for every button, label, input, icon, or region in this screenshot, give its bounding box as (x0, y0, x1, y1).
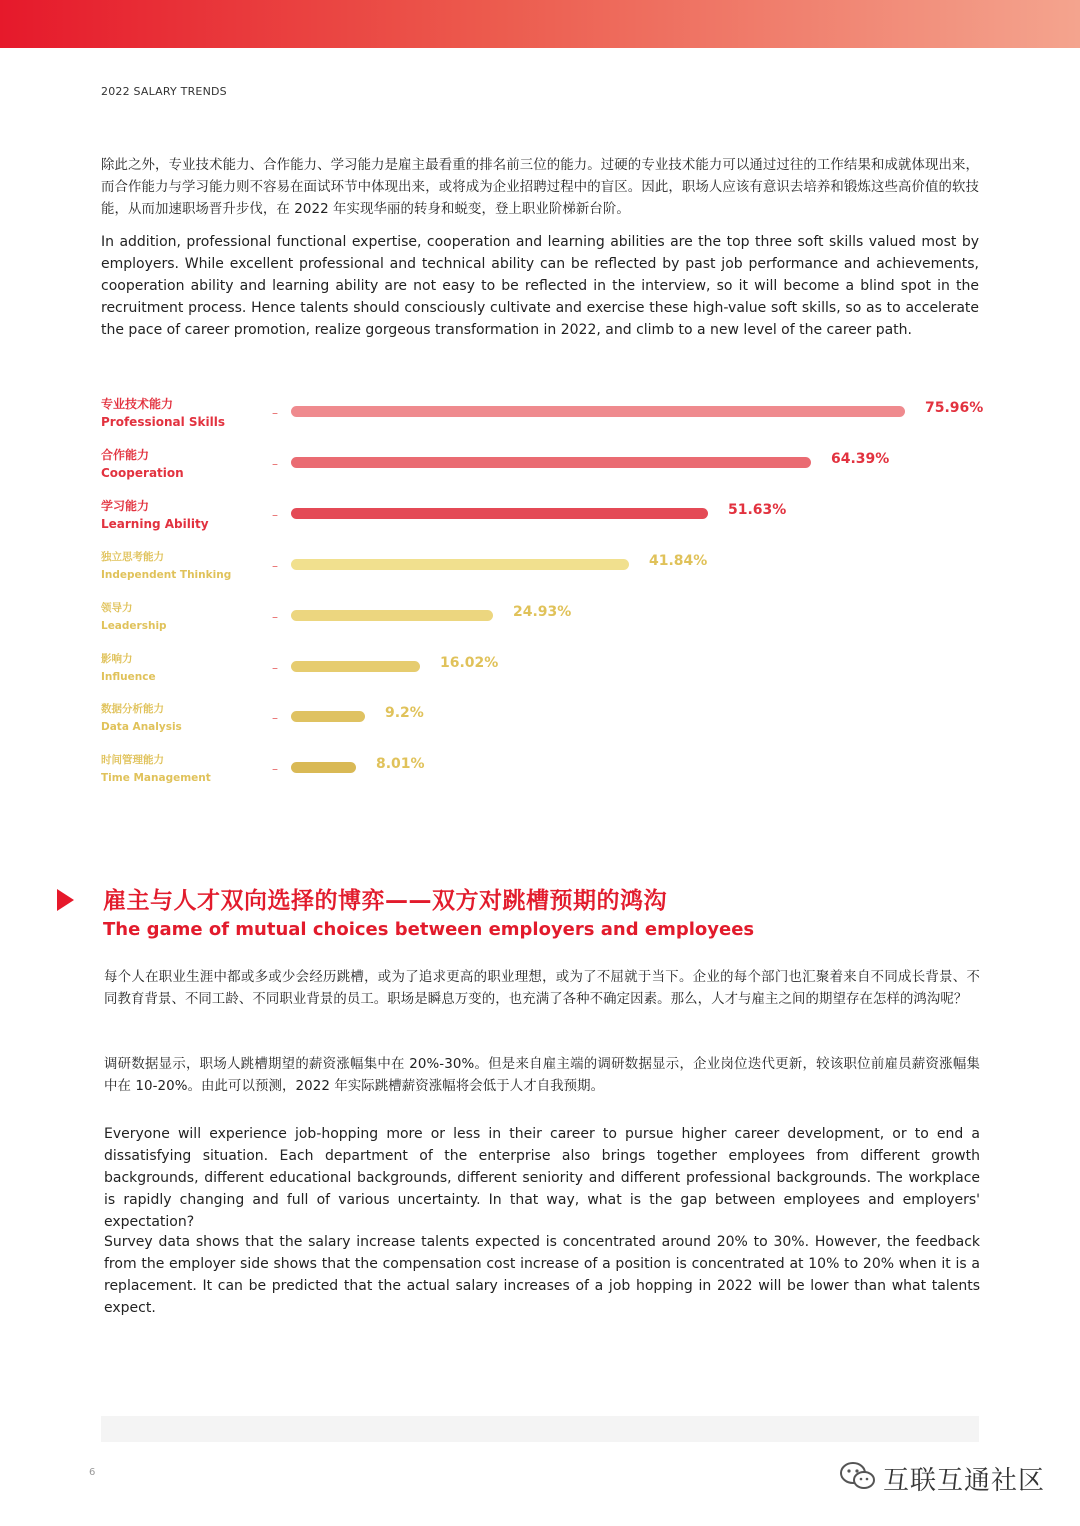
category-label-zh: 领导力 (101, 602, 133, 614)
bar (291, 406, 905, 417)
soft-skills-bar-chart (0, 390, 1080, 800)
chart-row (0, 447, 1080, 487)
category-label-en: Data Analysis (101, 721, 182, 733)
section-title-en: The game of mutual choices between employers and employees (103, 919, 755, 940)
category-label-zh: 专业技术能力 (101, 397, 174, 411)
chart-row (0, 396, 1080, 436)
value-label: 51.63% (728, 502, 787, 518)
category-label-en: Learning Ability (101, 517, 209, 531)
top-gradient-band (0, 0, 1080, 48)
category-label-en: Independent Thinking (101, 569, 232, 581)
wechat-icon (838, 1460, 878, 1492)
bar (291, 508, 708, 519)
category-label-en: Leadership (101, 620, 167, 632)
category-label-zh: 学习能力 (101, 499, 150, 513)
watermark-text: 互联互通社区 (883, 1466, 1046, 1496)
axis-tick: – (272, 508, 278, 522)
value-label: 8.01% (376, 756, 425, 772)
chart-row (0, 752, 1080, 792)
chart-row (0, 600, 1080, 640)
category-label-zh: 合作能力 (101, 448, 150, 462)
section-paragraph-en-1: Everyone will experience job-hopping more or less in their career to pursue higher career development, or to end a dissatisfying situation. Each department of the enterprise also brings together employees from different growth backgrounds, different educational backgrounds, different seniority and different professional backgrounds. The workplace is rapidly changing and full of various uncertainty. In that way, what is the gap between employees and employers' expectation? (104, 1126, 980, 1230)
category-label-en: Time Management (101, 772, 211, 784)
category-label-en: Cooperation (101, 466, 184, 480)
axis-tick: – (272, 406, 278, 420)
section-paragraph-zh-2: 调研数据显示，职场人跳槽期望的薪资涨幅集中在 20%-30%。但是来自雇主端的调研数据显示，企业岗位迭代更新，较该职位前雇员薪资涨幅集中在 10-20%。由此可以预测，2022 年实际跳槽薪资涨幅将会低于人才自我预期。 (104, 1057, 980, 1094)
value-label: 9.2% (385, 705, 424, 721)
footer-band (101, 1416, 979, 1442)
report-header: 2022 SALARY TRENDS (101, 85, 227, 98)
axis-tick: – (272, 661, 278, 675)
value-label: 41.84% (649, 553, 708, 569)
value-label: 75.96% (925, 400, 984, 416)
bar (291, 661, 420, 672)
axis-tick: – (272, 457, 278, 471)
bar (291, 762, 356, 773)
axis-tick: – (272, 711, 278, 725)
section-title-zh: 雇主与人才双向选择的博弈——双方对跳槽预期的鸿沟 (103, 888, 667, 914)
chart-row (0, 651, 1080, 691)
bar (291, 457, 811, 468)
intro-paragraph-en: In addition, professional functional expertise, cooperation and learning abilities are the top three soft skills valued most by employers. While excellent professional and technical ability can be reflected by past job performance and achievements, cooperation ability and learning ability are not easy to be reflected in the interview, so it will become a blind spot in the recruitment process. Hence talents should consciously cultivate and exercise these high-value soft skills, so as to accelerate the pace of career promotion, realize gorgeous transformation in 2022, and climb to a new level of the career path. (101, 234, 979, 338)
chart-row (0, 701, 1080, 741)
axis-tick: – (272, 610, 278, 624)
page-number: 6 (89, 1467, 96, 1478)
category-label-zh: 影响力 (101, 653, 133, 665)
category-label-en: Influence (101, 671, 156, 683)
category-label-zh: 数据分析能力 (101, 703, 164, 715)
section-paragraph-en-2: Survey data shows that the salary increase talents expected is concentrated around 20% to 30%. However, the feedback from the employer side shows that the compensation cost increase of a position is concentrated at 10% to 20% when it is a replacement. It can be predicted that the actual salary increases of a job hopping in 2022 will be lower than what talents expect. (104, 1234, 980, 1316)
category-label-zh: 独立思考能力 (101, 551, 164, 563)
bar (291, 610, 493, 621)
axis-tick: – (272, 762, 278, 776)
bar (291, 559, 629, 570)
section-arrow-icon (57, 889, 74, 911)
section-paragraph-zh-1: 每个人在职业生涯中都或多或少会经历跳槽，或为了追求更高的职业理想，或为了不屈就于当下。企业的每个部门也汇聚着来自不同成长背景、不同教育背景、不同工龄、不同职业背景的员工。职场是瞬息万变的，也充满了各种不确定因素。那么，人才与雇主之间的期望存在怎样的鸿沟呢？ (104, 970, 980, 1007)
value-label: 24.93% (513, 604, 572, 620)
category-label-zh: 时间管理能力 (101, 754, 164, 766)
intro-paragraph-zh: 除此之外，专业技术能力、合作能力、学习能力是雇主最看重的排名前三位的能力。过硬的专业技术能力可以通过过往的工作结果和成就体现出来，而合作能力与学习能力则不容易在面试环节中体现出来，或将成为企业招聘过程中的盲区。因此，职场人应该有意识去培养和锻炼这些高价值的软技能，从而加速职场晋升步伐，在 2022 年实现华丽的转身和蜕变，登上职业阶梯新台阶。 (101, 158, 979, 217)
category-label-en: Professional Skills (101, 415, 225, 429)
axis-tick: – (272, 559, 278, 573)
bar (291, 711, 365, 722)
chart-row (0, 549, 1080, 589)
chart-row (0, 498, 1080, 538)
value-label: 64.39% (831, 451, 890, 467)
value-label: 16.02% (440, 655, 499, 671)
